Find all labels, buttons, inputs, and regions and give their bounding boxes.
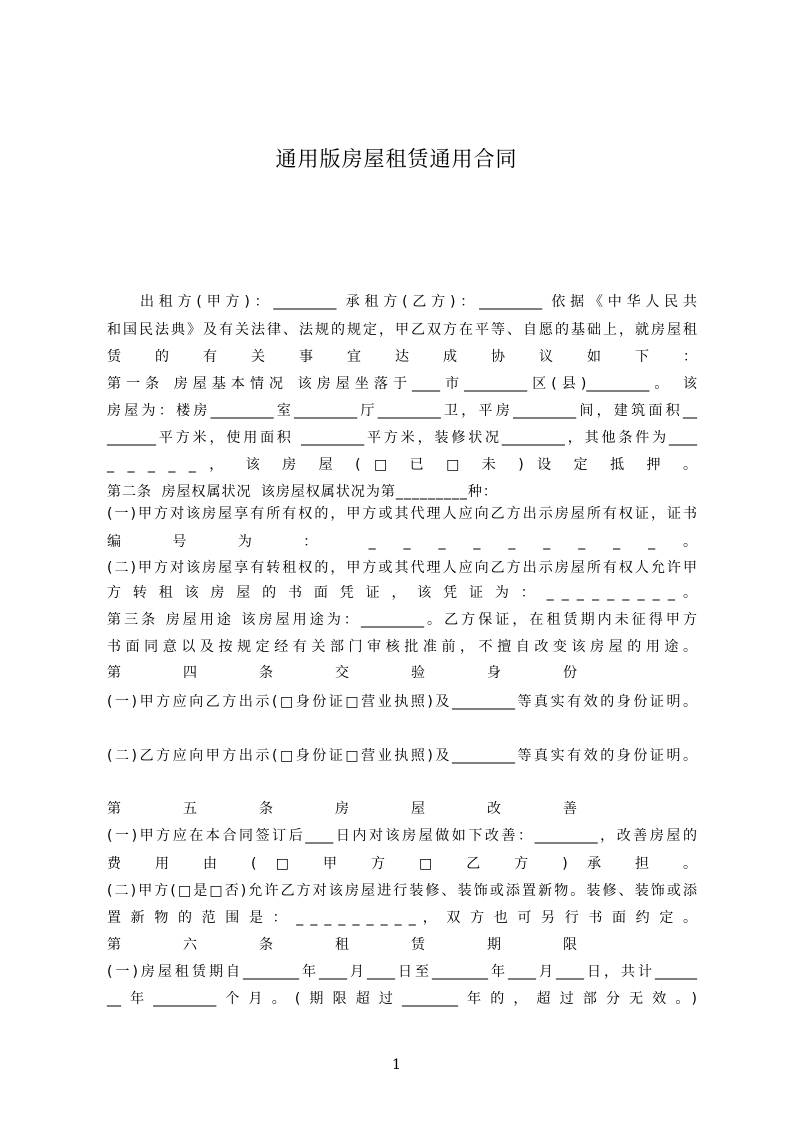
text-line: (二)甲方对该房屋享有转租权的，甲方或其代理人应向乙方出示房屋所有权人允许甲 — [107, 560, 697, 576]
section-heading-5: 第 五 条 房 屋 改 善 — [107, 801, 577, 817]
text-line: 房屋为：楼房_________室_________厅_________卫，平房_________间，建筑面积__ — [107, 403, 697, 419]
text-line: 出租方(甲方)：_________ 承租方(乙方)：_________ 依据《中华人民共 — [140, 294, 697, 310]
text-line: (一)房屋租赁期自________年____月____日至________年____月____日，共计______ — [107, 964, 697, 980]
text-line: 编 号 为 ： _ _ _ _ _ _ _ _ _ 。 — [107, 534, 697, 550]
page-number: 1 — [392, 1057, 401, 1073]
section-heading-2: 第二条 房屋权属状况 该房屋权属状况为第_________种： — [107, 484, 498, 500]
text-line: 和国民法典》及有关法律、法规的规定，甲乙双方在平等、自愿的基础上，就房屋租 — [107, 322, 697, 338]
text-line: (一)甲方对该房屋享有所有权的，甲方或其代理人应向乙方出示房屋所有权证，证书 — [107, 506, 697, 522]
section-heading-6: 第 六 条 租 赁 期 限 — [107, 937, 577, 953]
section-heading-1: 第一条 房屋基本情况 该房屋坐落于____市_________区(县)_________。 该 — [107, 376, 697, 392]
text-line: __年_________个月。(期限超过________年的，超过部分无效。) — [107, 991, 697, 1007]
text-line: (二)乙方应向甲方出示(□身份证□营业执照)及_________等真实有效的身份证明。 — [107, 748, 697, 764]
text-line: (一)甲方应向乙方出示(□身份证□营业执照)及_________等真实有效的身份证明。 — [107, 694, 697, 710]
text-line: _______平方米，使用面积 _________平方米，装修状况_________，其他条件为____ — [107, 430, 697, 446]
text-line: 费 用 由 ( □ 甲 方 □ 乙 方 ) 承 担 。 — [107, 856, 697, 872]
document-title: 通用版房屋租赁通用合同 — [275, 147, 518, 171]
text-line: (二)甲方(□是□否)允许乙方对该房屋进行装修、装饰或添置新物。装修、装饰或添 — [107, 883, 697, 899]
text-line: 书面同意以及按规定经有关部门审核批准前，不擅自改变该房屋的用途。 — [107, 639, 697, 655]
section-heading-3: 第三条 房屋用途 该房屋用途为：_________。乙方保证，在租赁期内未征得甲方 — [107, 612, 697, 628]
text-line: 置 新 物 的 范 围 是 ： _ _ _ _ _ _ _ _ _ ， 双 方 也 可 另 行 书 面 约 定 。 — [107, 910, 697, 926]
text-line: (一)甲方应在本合同签订后____日内对该房屋做如下改善：_________，改善房屋的 — [107, 828, 697, 844]
text-line: 赁 的 有 关 事 宜 达 成 协 议 如 下 ： — [107, 349, 697, 365]
text-line: 方 转 租 该 房 屋 的 书 面 凭 证 ， 该 凭 证 为 ： _ _ _ _ _ _ _ _ _ 。 — [107, 585, 697, 601]
section-heading-4: 第 四 条 交 验 身 份 — [107, 665, 577, 681]
text-line: _ _ _ _ _ ， 该 房 屋 ( □ 已 □ 未 ) 设 定 抵 押 。 — [107, 457, 697, 473]
